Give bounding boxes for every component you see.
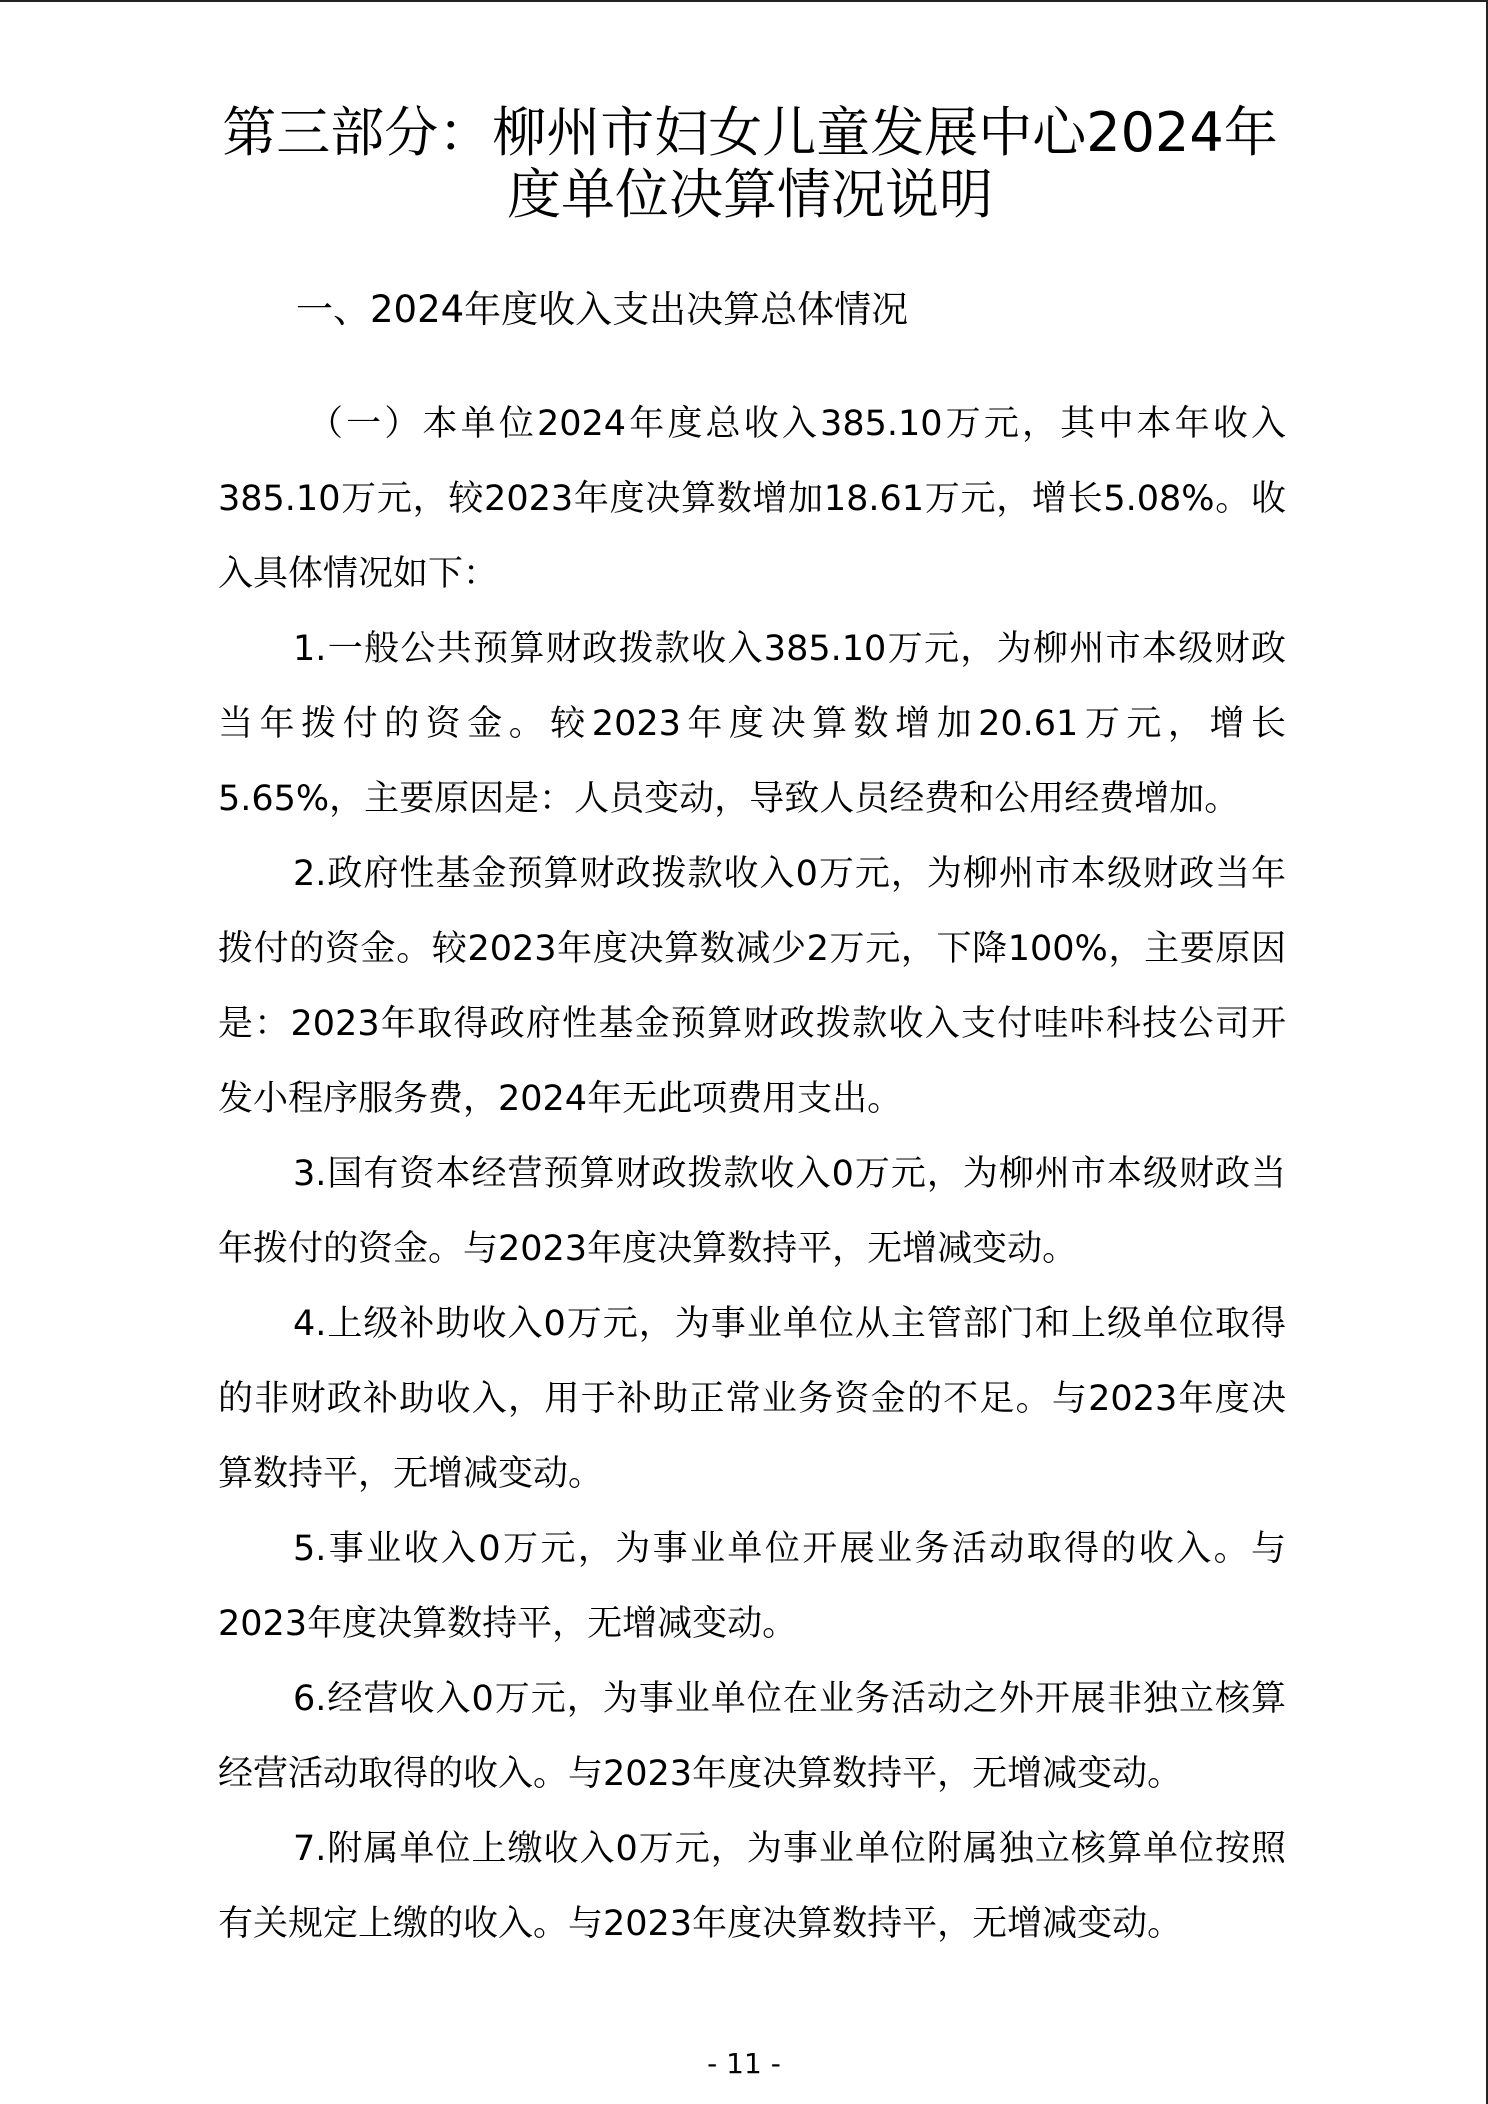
paragraph-affiliated-income: 7.附属单位上缴收入0万元，为事业单位附属独立核算单位按照有关规定上缴的收入。与2023年度决算数持平，无增减变动。 — [218, 1829, 1286, 1944]
paragraph-general-budget: 1.一般公共预算财政拨款收入385.10万元，为柳州市本级财政当年拨付的资金。较2023年度决算数增加20.61万元，增长5.65%，主要原因是：人员变动，导致人员经费和公用经费增加。 — [218, 629, 1286, 819]
title-line-1: 第三部分：柳州市妇女儿童发展中心2024年 — [222, 101, 1278, 164]
paragraph-government-fund: 2.政府性基金预算财政拨款收入0万元，为柳州市本级财政当年拨付的资金。较2023年度决算数减少2万元，下降100%，主要原因是：2023年取得政府性基金预算财政拨款收入支付哇咔科技公司开发小程序服务费，2024年无此项费用支出。 — [218, 854, 1286, 1119]
paragraph-operating-income: 6.经营收入0万元，为事业单位在业务活动之外开展非独立核算经营活动取得的收入。与2023年度决算数持平，无增减变动。 — [218, 1679, 1286, 1794]
page-number: - 11 - — [707, 2047, 781, 2080]
title-line-2: 度单位决算情况说明 — [507, 163, 993, 226]
paragraph-state-capital: 3.国有资本经营预算财政拨款收入0万元，为柳州市本级财政当年拨付的资金。与2023年度决算数持平，无增减变动。 — [218, 1154, 1286, 1269]
paragraph-total-income: （一）本单位2024年度总收入385.10万元，其中本年收入385.10万元，较2023年度决算数增加18.61万元，增长5.08%。收入具体情况如下： — [218, 404, 1286, 594]
paragraph-business-income: 5.事业收入0万元，为事业单位开展业务活动取得的收入。与2023年度决算数持平，无增减变动。 — [218, 1529, 1286, 1644]
page-title — [200, 102, 1300, 226]
document-body — [218, 387, 1286, 1962]
paragraph-superior-subsidy: 4.上级补助收入0万元，为事业单位从主管部门和上级单位取得的非财政补助收入，用于补助正常业务资金的不足。与2023年度决算数持平，无增减变动。 — [218, 1304, 1286, 1494]
section-heading: 一、2024年度收入支出决算总体情况 — [296, 288, 909, 331]
